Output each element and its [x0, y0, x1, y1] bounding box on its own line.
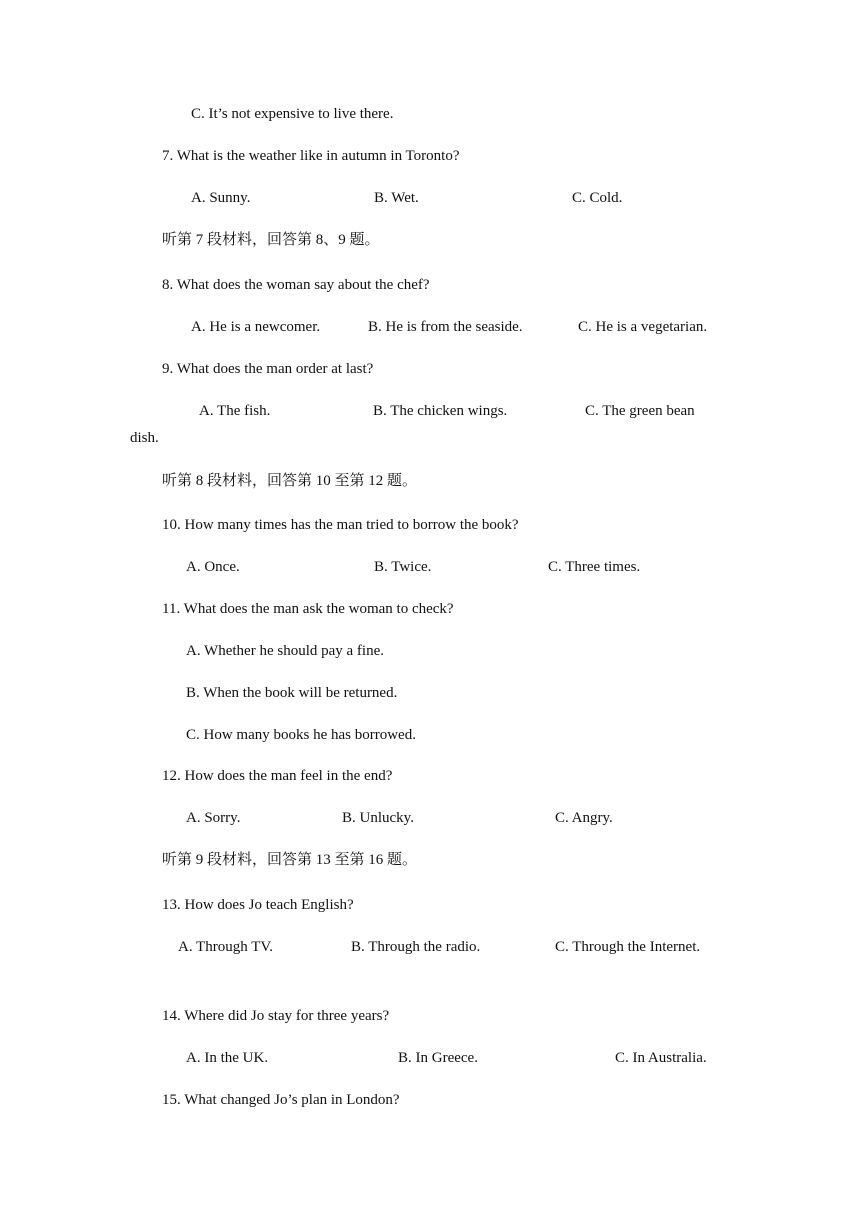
option-c: C. Through the Internet.	[555, 939, 701, 955]
option-b: B. He is from the seaside.	[368, 319, 523, 335]
question-12: 12. How does the man feel in the end?	[162, 768, 393, 784]
option-c: C. Three times.	[548, 559, 641, 575]
option-a: A. He is a newcomer.	[191, 319, 321, 335]
option-text: C. It’s not expensive to live there.	[191, 106, 394, 122]
option-a: A. Whether he should pay a fine.	[186, 643, 384, 659]
option-c: C. Angry.	[555, 810, 613, 826]
question-7: 7. What is the weather like in autumn in Toronto?	[162, 148, 460, 164]
question-11: 11. What does the man ask the woman to check?	[162, 601, 454, 617]
option-c-continued: dish.	[130, 430, 159, 446]
option-b: B. Twice.	[374, 559, 432, 575]
option-c: C. Cold.	[572, 190, 623, 206]
section-heading: 听第 7 段材料，回答第 8、9 题。	[162, 232, 380, 248]
question-13: 13. How does Jo teach English?	[162, 897, 354, 913]
question-9: 9. What does the man order at last?	[162, 361, 374, 377]
option-a: A. Through TV.	[178, 939, 274, 955]
section-heading: 听第 8 段材料，回答第 10 至第 12 题。	[162, 473, 418, 489]
option-a: A. Sunny.	[191, 190, 251, 206]
option-a: A. Once.	[186, 559, 240, 575]
option-c: C. The green bean	[585, 403, 695, 419]
option-a: A. Sorry.	[186, 810, 241, 826]
question-10: 10. How many times has the man tried to borrow the book?	[162, 517, 519, 533]
option-a: A. In the UK.	[186, 1050, 269, 1066]
option-b: B. When the book will be returned.	[186, 685, 398, 701]
option-b: B. Unlucky.	[342, 810, 414, 826]
option-c: C. In Australia.	[615, 1050, 707, 1066]
question-8: 8. What does the woman say about the chef?	[162, 277, 430, 293]
option-b: B. In Greece.	[398, 1050, 478, 1066]
option-b: B. Through the radio.	[351, 939, 481, 955]
option-b: B. The chicken wings.	[373, 403, 508, 419]
question-14: 14. Where did Jo stay for three years?	[162, 1008, 390, 1024]
section-heading: 听第 9 段材料，回答第 13 至第 16 题。	[162, 852, 418, 868]
option-c: C. How many books he has borrowed.	[186, 727, 416, 743]
option-c: C. He is a vegetarian.	[578, 319, 708, 335]
option-a: A. The fish.	[199, 403, 271, 419]
question-15: 15. What changed Jo’s plan in London?	[162, 1092, 400, 1108]
option-b: B. Wet.	[374, 190, 419, 206]
